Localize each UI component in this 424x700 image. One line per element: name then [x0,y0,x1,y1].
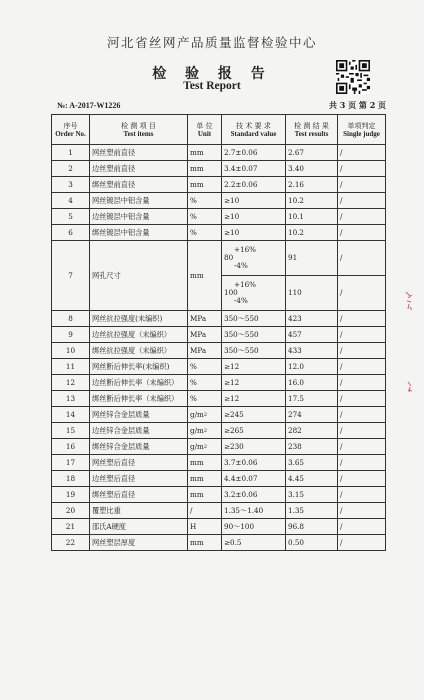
table-row: 1 网丝塑前直径 mm 2.7±0.06 2.67 / [52,145,386,161]
column-header-judge: 单项判定 Single judge [338,115,386,145]
red-stamp-mark [405,380,415,396]
table-row: 2 边丝塑前直径 mm 3.4±0.07 3.40 / [52,161,386,177]
table-row: 17 网丝塑后直径 mm 3.7±0.06 3.65 / [52,455,386,471]
standard-mesh-a: +16% 80 -4% [222,241,286,276]
table-row: 20 覆塑比重 / 1.35～1.40 1.35 / [52,503,386,519]
table-row-mesh-b: +16% 100 -4% 110 / [52,276,386,311]
column-header-unit: 单 位 Unit [188,115,222,145]
table-row: 22 网丝塑层厚度 mm ≥0.5 0.50 / [52,535,386,551]
page-indicator: 共 3 页 第 2 页 [329,100,387,110]
table-row: 4 网丝镀层中铝含量 % ≥10 10.2 / [52,193,386,209]
organization-name: 河北省丝网产品质量监督检验中心 [106,35,317,50]
table-row: 11 网丝断后伸长率(未编织) % ≥12 12.0 / [52,359,386,375]
table-row: 9 边丝抗拉强度（未编织） MPa 350～550 457 / [52,327,386,343]
standard-mesh-b: +16% 100 -4% [222,276,286,311]
qr-code-icon [336,60,370,94]
red-stamp-mark [404,290,414,314]
table-row-mesh-a: 7 网孔尺寸 mm +16% 80 -4% 91 / [52,241,386,276]
table-row: 12 边丝断后伸长率（未编织） % ≥12 16.0 / [52,375,386,391]
table-row: 18 边丝塑后直径 mm 4.4±0.07 4.45 / [52,471,386,487]
table-row: 21 邵氏A硬度 H 90～100 96.8 / [52,519,386,535]
table-row: 6 绑丝镀层中铝含量 % ≥10 10.2 / [52,225,386,241]
table-row: 8 网丝抗拉强度(未编织) MPa 350～550 423 / [52,311,386,327]
test-results-table [51,114,386,551]
table-row: 3 绑丝塑前直径 mm 2.2±0.06 2.16 / [52,177,386,193]
table-row: 19 绑丝塑后直径 mm 3.2±0.06 3.15 / [52,487,386,503]
report-title-en: Test Report [183,80,241,92]
report-number: №: A-2017-W1226 [57,101,121,110]
table-row: 10 绑丝抗拉强度（未编织） MPa 350～550 433 / [52,343,386,359]
table-row: 15 边丝锌合金层质量 $g/m^2$ ≥265 282 / [52,423,386,439]
table-row: 16 绑丝锌合金层质量 $g/m^2$ ≥230 238 / [52,439,386,455]
report-title-cn: 检 验 报 告 [152,66,272,82]
table-header-row [52,115,386,145]
table-row: 5 边丝镀层中铝含量 % ≥10 10.1 / [52,209,386,225]
table-row: 13 绑丝断后伸长率（未编织） % ≥12 17.5 / [52,391,386,407]
column-header-results: 检 测 结 果 Test results [286,115,338,145]
column-header-order: 序号 Order No. [52,115,90,145]
table-row: 14 网丝锌合金层质量 $g/m^2$ ≥245 274 / [52,407,386,423]
column-header-standard: 技 术 要 求 Standard value [222,115,286,145]
column-header-item: 检 测 项 目 Test items [90,115,188,145]
